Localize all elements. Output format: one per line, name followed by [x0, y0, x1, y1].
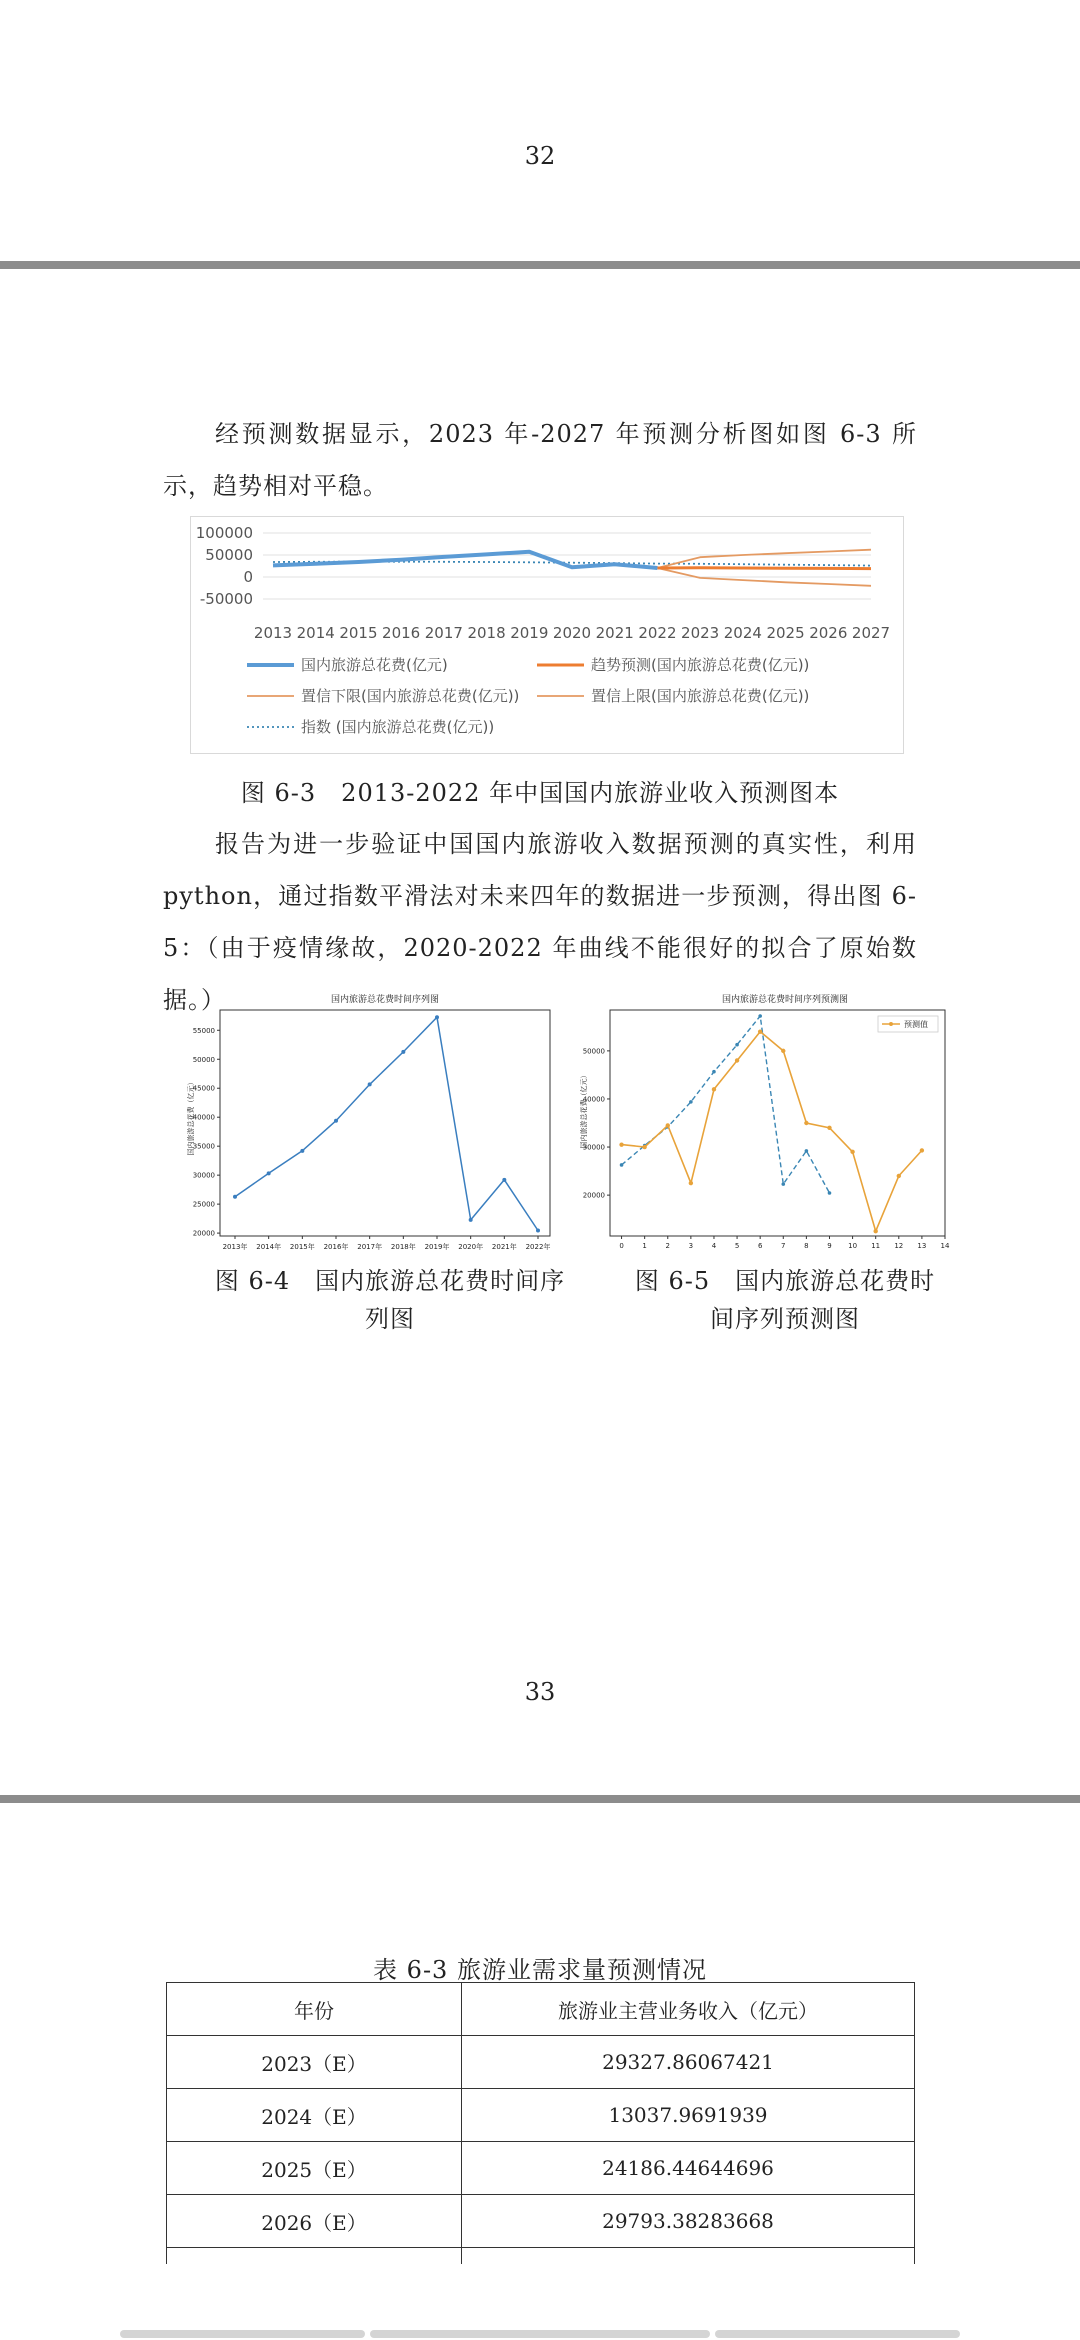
x-tick-label: 2027 [851, 624, 891, 642]
data-point [897, 1174, 901, 1178]
x-tick-label: 5 [734, 1242, 740, 1250]
x-tick-label: 6 [757, 1242, 763, 1250]
data-point [828, 1191, 832, 1195]
table-cell: 29327.86067421 [462, 2036, 915, 2089]
data-point [805, 1149, 809, 1153]
page-divider [0, 261, 1080, 269]
x-tick-label: 2014 [296, 624, 335, 642]
x-tick-label: 2023 [681, 624, 720, 642]
y-tick-label: 55000 [192, 1026, 215, 1035]
data-point [920, 1148, 924, 1152]
x-tick-label: 13 [917, 1242, 927, 1250]
table-cell [462, 2248, 915, 2265]
chart-title: 国内旅游总花费时间序列预测图 [721, 995, 849, 1005]
table-row [167, 2195, 915, 2248]
x-tick-label: 2014年 [256, 1243, 282, 1251]
data-point [758, 1029, 762, 1033]
table-title: 表 6-3 旅游业需求量预测情况 [373, 1956, 707, 1984]
x-tick-label: 7 [781, 1242, 786, 1250]
x-tick-label: 2021 [595, 624, 634, 642]
data-point [735, 1043, 739, 1047]
data-point [689, 1181, 693, 1185]
x-tick-label: 2019年 [424, 1243, 450, 1251]
x-tick-label: 2020年 [458, 1243, 484, 1251]
x-tick-label: 2 [665, 1242, 670, 1250]
y-axis-label: 国内旅游总花费（亿元） [187, 1078, 195, 1156]
legend-label: 趋势预测(国内旅游总花费(亿元)) [591, 656, 810, 674]
data-point [850, 1150, 854, 1154]
y-tick-label: -50000 [199, 590, 253, 608]
page-divider [0, 1795, 1080, 1803]
data-point [267, 1171, 271, 1175]
paragraph: 报告为进一步验证中国国内旅游收入数据预测的真实性，利用 python，通过指数平滑法对未来四年的数据进一步预测，得出图 6-5：（由于疫情缘故，2020-2022 年曲线不能很好的拟合了原始数据。） [163, 830, 917, 1014]
figure-6-5 [575, 990, 955, 1260]
x-tick-label: 2025 [766, 624, 805, 642]
table-header-cell: 年份 [167, 1983, 462, 2036]
scrollbar-segment[interactable] [715, 2330, 960, 2338]
table-header-row [167, 1983, 915, 2036]
x-tick-label: 1 [642, 1242, 647, 1250]
data-point [536, 1229, 540, 1233]
x-tick-label: 2019 [510, 624, 549, 642]
scrollbar-segment[interactable] [120, 2330, 365, 2338]
legend-marker [889, 1022, 893, 1026]
x-tick-label: 2017年 [357, 1243, 383, 1251]
y-tick-label: 40000 [582, 1095, 605, 1104]
data-point [712, 1087, 716, 1091]
chart-title: 国内旅游总花费时间序列图 [330, 995, 440, 1005]
scrollbar-segment[interactable] [370, 2330, 710, 2338]
x-tick-label: 2017 [424, 624, 463, 642]
x-tick-label: 2021年 [491, 1243, 517, 1251]
data-point [781, 1182, 785, 1186]
data-point [619, 1142, 623, 1146]
data-point [758, 1014, 762, 1018]
plot-frame [610, 1010, 945, 1236]
legend-label: 置信下限(国内旅游总花费(亿元)) [301, 687, 520, 705]
data-point [401, 1050, 405, 1054]
data-point [620, 1163, 624, 1167]
table-row [167, 2142, 915, 2195]
legend-label: 置信上限(国内旅游总花费(亿元)) [591, 687, 810, 705]
figure-6-4 [180, 990, 560, 1260]
page-number: 32 [524, 142, 556, 170]
table-cell: 2023（E） [167, 2036, 462, 2089]
paragraph: 经预测数据显示，2023 年-2027 年预测分析图如图 6-3 所示，趋势相对平稳。 [163, 420, 917, 500]
chart-6-3 [191, 517, 903, 753]
table-cell: 2026（E） [167, 2195, 462, 2248]
data-point [735, 1058, 739, 1062]
x-tick-label: 8 [804, 1242, 809, 1250]
x-tick-label: 2024 [723, 624, 762, 642]
y-tick-label: 20000 [582, 1191, 605, 1200]
figure-6-3 [190, 516, 904, 754]
table-cell: 29793.38283668 [462, 2195, 915, 2248]
x-tick-label: 11 [871, 1242, 881, 1250]
table-cell: 24186.44644696 [462, 2142, 915, 2195]
chart-6-4 [180, 990, 560, 1260]
x-tick-label: 12 [894, 1242, 904, 1250]
table-cell: 13037.9691939 [462, 2089, 915, 2142]
figure-caption: 图 6-3 2013-2022 年中国国内旅游业收入预测图本 [240, 779, 840, 807]
x-tick-label: 9 [827, 1242, 832, 1250]
y-axis-label: 国内旅游总花费（亿元） [580, 1071, 588, 1149]
series-line [622, 1016, 830, 1193]
y-tick-label: 0 [243, 568, 253, 586]
chart-legend [878, 1016, 938, 1032]
x-tick-label: 2018 [467, 624, 506, 642]
table-row [167, 2248, 915, 2265]
data-point [368, 1082, 372, 1086]
x-tick-label: 2013 [253, 624, 293, 642]
table-cell: 2024（E） [167, 2089, 462, 2142]
data-point [435, 1015, 439, 1019]
x-tick-label: 0 [619, 1242, 624, 1250]
legend-label: 指数 (国内旅游总花费(亿元)) [301, 718, 495, 736]
legend-label: 预测值 [904, 1020, 928, 1029]
figure-caption: 图 6-4 国内旅游总花费时间序列图 [214, 1267, 566, 1333]
series-line [273, 552, 657, 568]
x-tick-label: 2015年 [289, 1243, 315, 1251]
x-tick-label: 2020 [552, 624, 592, 642]
legend-label: 国内旅游总花费(亿元) [301, 656, 448, 674]
y-tick-label: 45000 [192, 1084, 215, 1093]
data-point [781, 1049, 785, 1053]
data-point [469, 1218, 473, 1222]
x-tick-label: 2013年 [222, 1243, 248, 1251]
y-tick-label: 25000 [192, 1200, 215, 1209]
data-point [712, 1070, 716, 1074]
chart-6-5 [575, 990, 955, 1260]
y-tick-label: 50000 [192, 1055, 215, 1064]
x-tick-label: 14 [940, 1242, 950, 1250]
page-number: 33 [524, 1678, 556, 1706]
plot-frame [220, 1010, 550, 1236]
table-header-cell: 旅游业主营业务收入（亿元） [462, 1983, 915, 2036]
y-tick-label: 40000 [192, 1113, 215, 1122]
data-point [334, 1119, 338, 1123]
data-point [233, 1195, 237, 1199]
x-tick-label: 2022 [638, 624, 677, 642]
x-tick-label: 2018年 [390, 1243, 416, 1251]
x-tick-label: 2026 [809, 624, 848, 642]
data-point [666, 1123, 670, 1127]
table-row [167, 2036, 915, 2089]
y-tick-label: 30000 [582, 1143, 605, 1152]
table-row [167, 2089, 915, 2142]
series-line [235, 1017, 538, 1230]
table-cell [167, 2248, 462, 2265]
data-point [873, 1229, 877, 1233]
x-tick-label: 10 [848, 1242, 858, 1250]
y-tick-label: 50000 [205, 546, 253, 564]
x-tick-label: 2015 [339, 624, 378, 642]
figure-caption: 图 6-5 国内旅游总花费时间序列预测图 [634, 1267, 936, 1333]
y-tick-label: 30000 [192, 1171, 215, 1180]
x-tick-label: 4 [711, 1242, 717, 1250]
data-point [827, 1126, 831, 1130]
y-tick-label: 100000 [195, 524, 253, 542]
data-point [300, 1149, 304, 1153]
data-point [804, 1121, 808, 1125]
data-point [689, 1100, 693, 1104]
forecast-table [166, 1982, 915, 2264]
x-tick-label: 2016年 [323, 1243, 349, 1251]
series-line [657, 568, 871, 569]
y-tick-label: 35000 [192, 1142, 215, 1151]
x-tick-label: 2016 [382, 624, 421, 642]
series-line [622, 1032, 922, 1232]
x-tick-label: 2022年 [525, 1243, 551, 1251]
x-tick-label: 3 [688, 1242, 694, 1250]
data-point [502, 1178, 506, 1182]
y-tick-label: 20000 [192, 1229, 215, 1238]
data-point [642, 1145, 646, 1149]
y-tick-label: 50000 [582, 1047, 605, 1056]
table-cell: 2025（E） [167, 2142, 462, 2195]
